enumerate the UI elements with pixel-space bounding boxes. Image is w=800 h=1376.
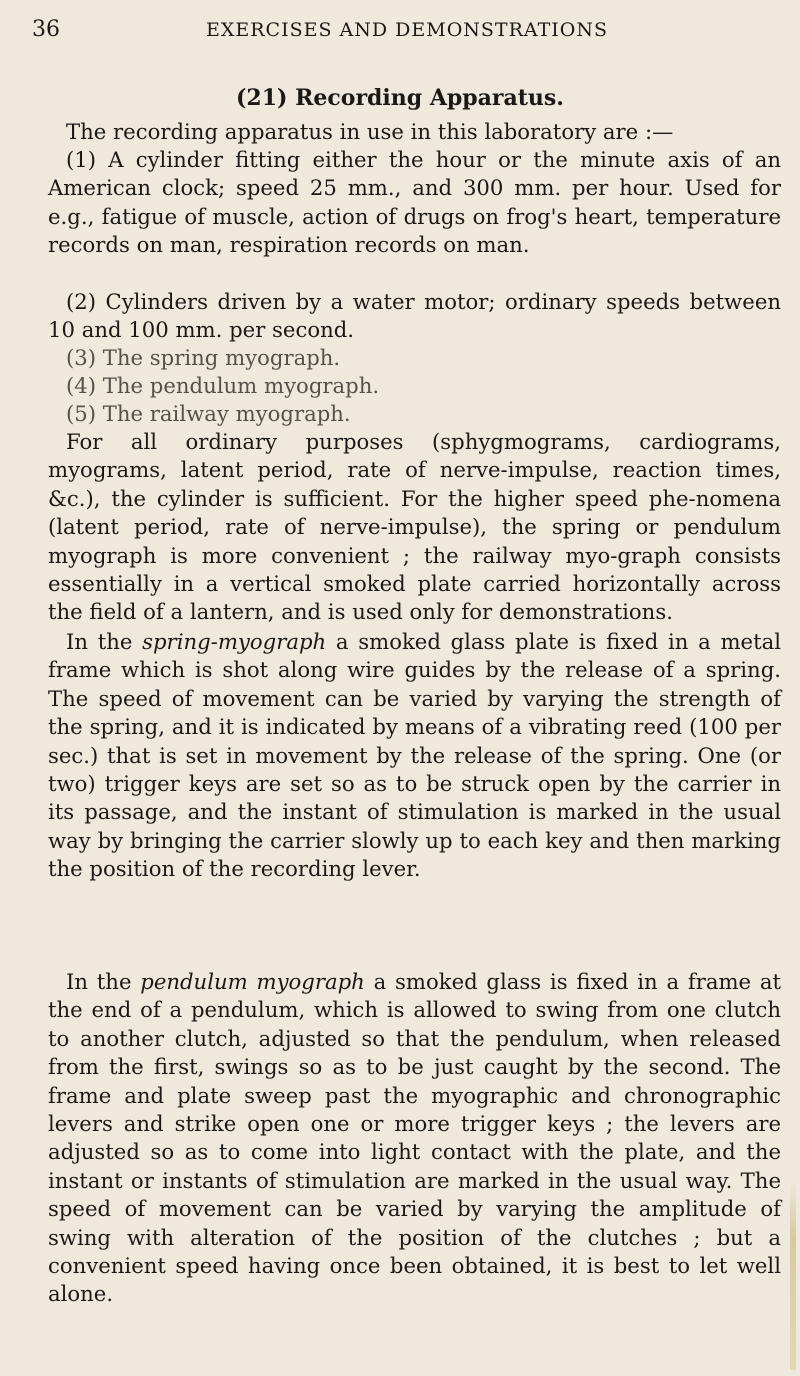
spring-lead: In the [66, 629, 143, 654]
spring-myograph-paragraph [48, 628, 781, 884]
section-title: (21) Recording Apparatus. [236, 85, 564, 111]
page-edge-stain [790, 1180, 796, 1370]
item-4-paragraph: (4) The pendulum myograph. [66, 373, 380, 398]
item-3-paragraph: (3) The spring myograph. [66, 345, 341, 370]
item-5-paragraph: (5) The railway myograph. [66, 401, 351, 426]
intro-paragraph: The recording apparatus in use in this laboratory are :— [66, 119, 674, 144]
pendulum-lead: In the [66, 969, 141, 994]
pendulum-myograph-paragraph [48, 968, 781, 1309]
general-purposes-paragraph: For all ordinary purposes (sphygmograms, cardiograms, myograms, latent period, rate of nerve-impulse, reaction times, &c.), the cylinder is sufficient. For the higher speed phe-nomena (latent period, rate of nerve-impulse), the spring or pendulum myograph is more convenient ; the railway myo-graph consists essentially in a vertical smoked plate carried horizontally across the field of a lantern, and is used only for demonstrations. [48, 429, 781, 625]
spring-myograph-term: spring-myograph [142, 629, 327, 654]
item-2-paragraph: (2) Cylinders driven by a water motor; ordinary speeds between 10 and 100 mm. per second. [48, 289, 781, 343]
pendulum-myograph-term: pendulum myograph [140, 969, 365, 994]
page-number: 36 [32, 17, 60, 42]
spring-body: a smoked glass plate is fixed in a metal frame which is shot along wire guides by the release of a spring. The speed of movement can be varied by varying the strength of the spring, and it is indicated by means of a vibrating reed (100 per sec.) that is set in movement by the release of the spring. One (or two) trigger keys are set so as to be struck open by the carrier in its passage, and the instant of stimulation is marked in the usual way by bringing the carrier slowly up to each key and then marking the position of the recording lever. [48, 629, 781, 882]
pendulum-body: a smoked glass is fixed in a frame at the end of a pendulum, which is allowed to swing from one clutch to another clutch, adjusted so that the pendulum, when released from the first, swings so as to be just caught by the second. The frame and plate sweep past the myographic and chronographic levers and strike open one or more trigger keys ; the levers are adjusted so as to come into light contact with the plate, and the instant or instants of stimulation are marked in the usual way. The speed of movement can be varied by varying the amplitude of swing with alteration of the position of the clutches ; but a convenient speed having once been obtained, it is best to let well alone. [48, 969, 781, 1307]
running-title: EXERCISES AND DEMONSTRATIONS [205, 19, 608, 41]
item-1-paragraph: (1) A cylinder fitting either the hour or the minute axis of an American clock; speed 25 mm., and 300 mm. per hour. Used for e.g., fatigue of muscle, action of drugs on frog's heart, temperature records on man, respiration records on man. [48, 147, 781, 258]
running-head [32, 12, 782, 48]
